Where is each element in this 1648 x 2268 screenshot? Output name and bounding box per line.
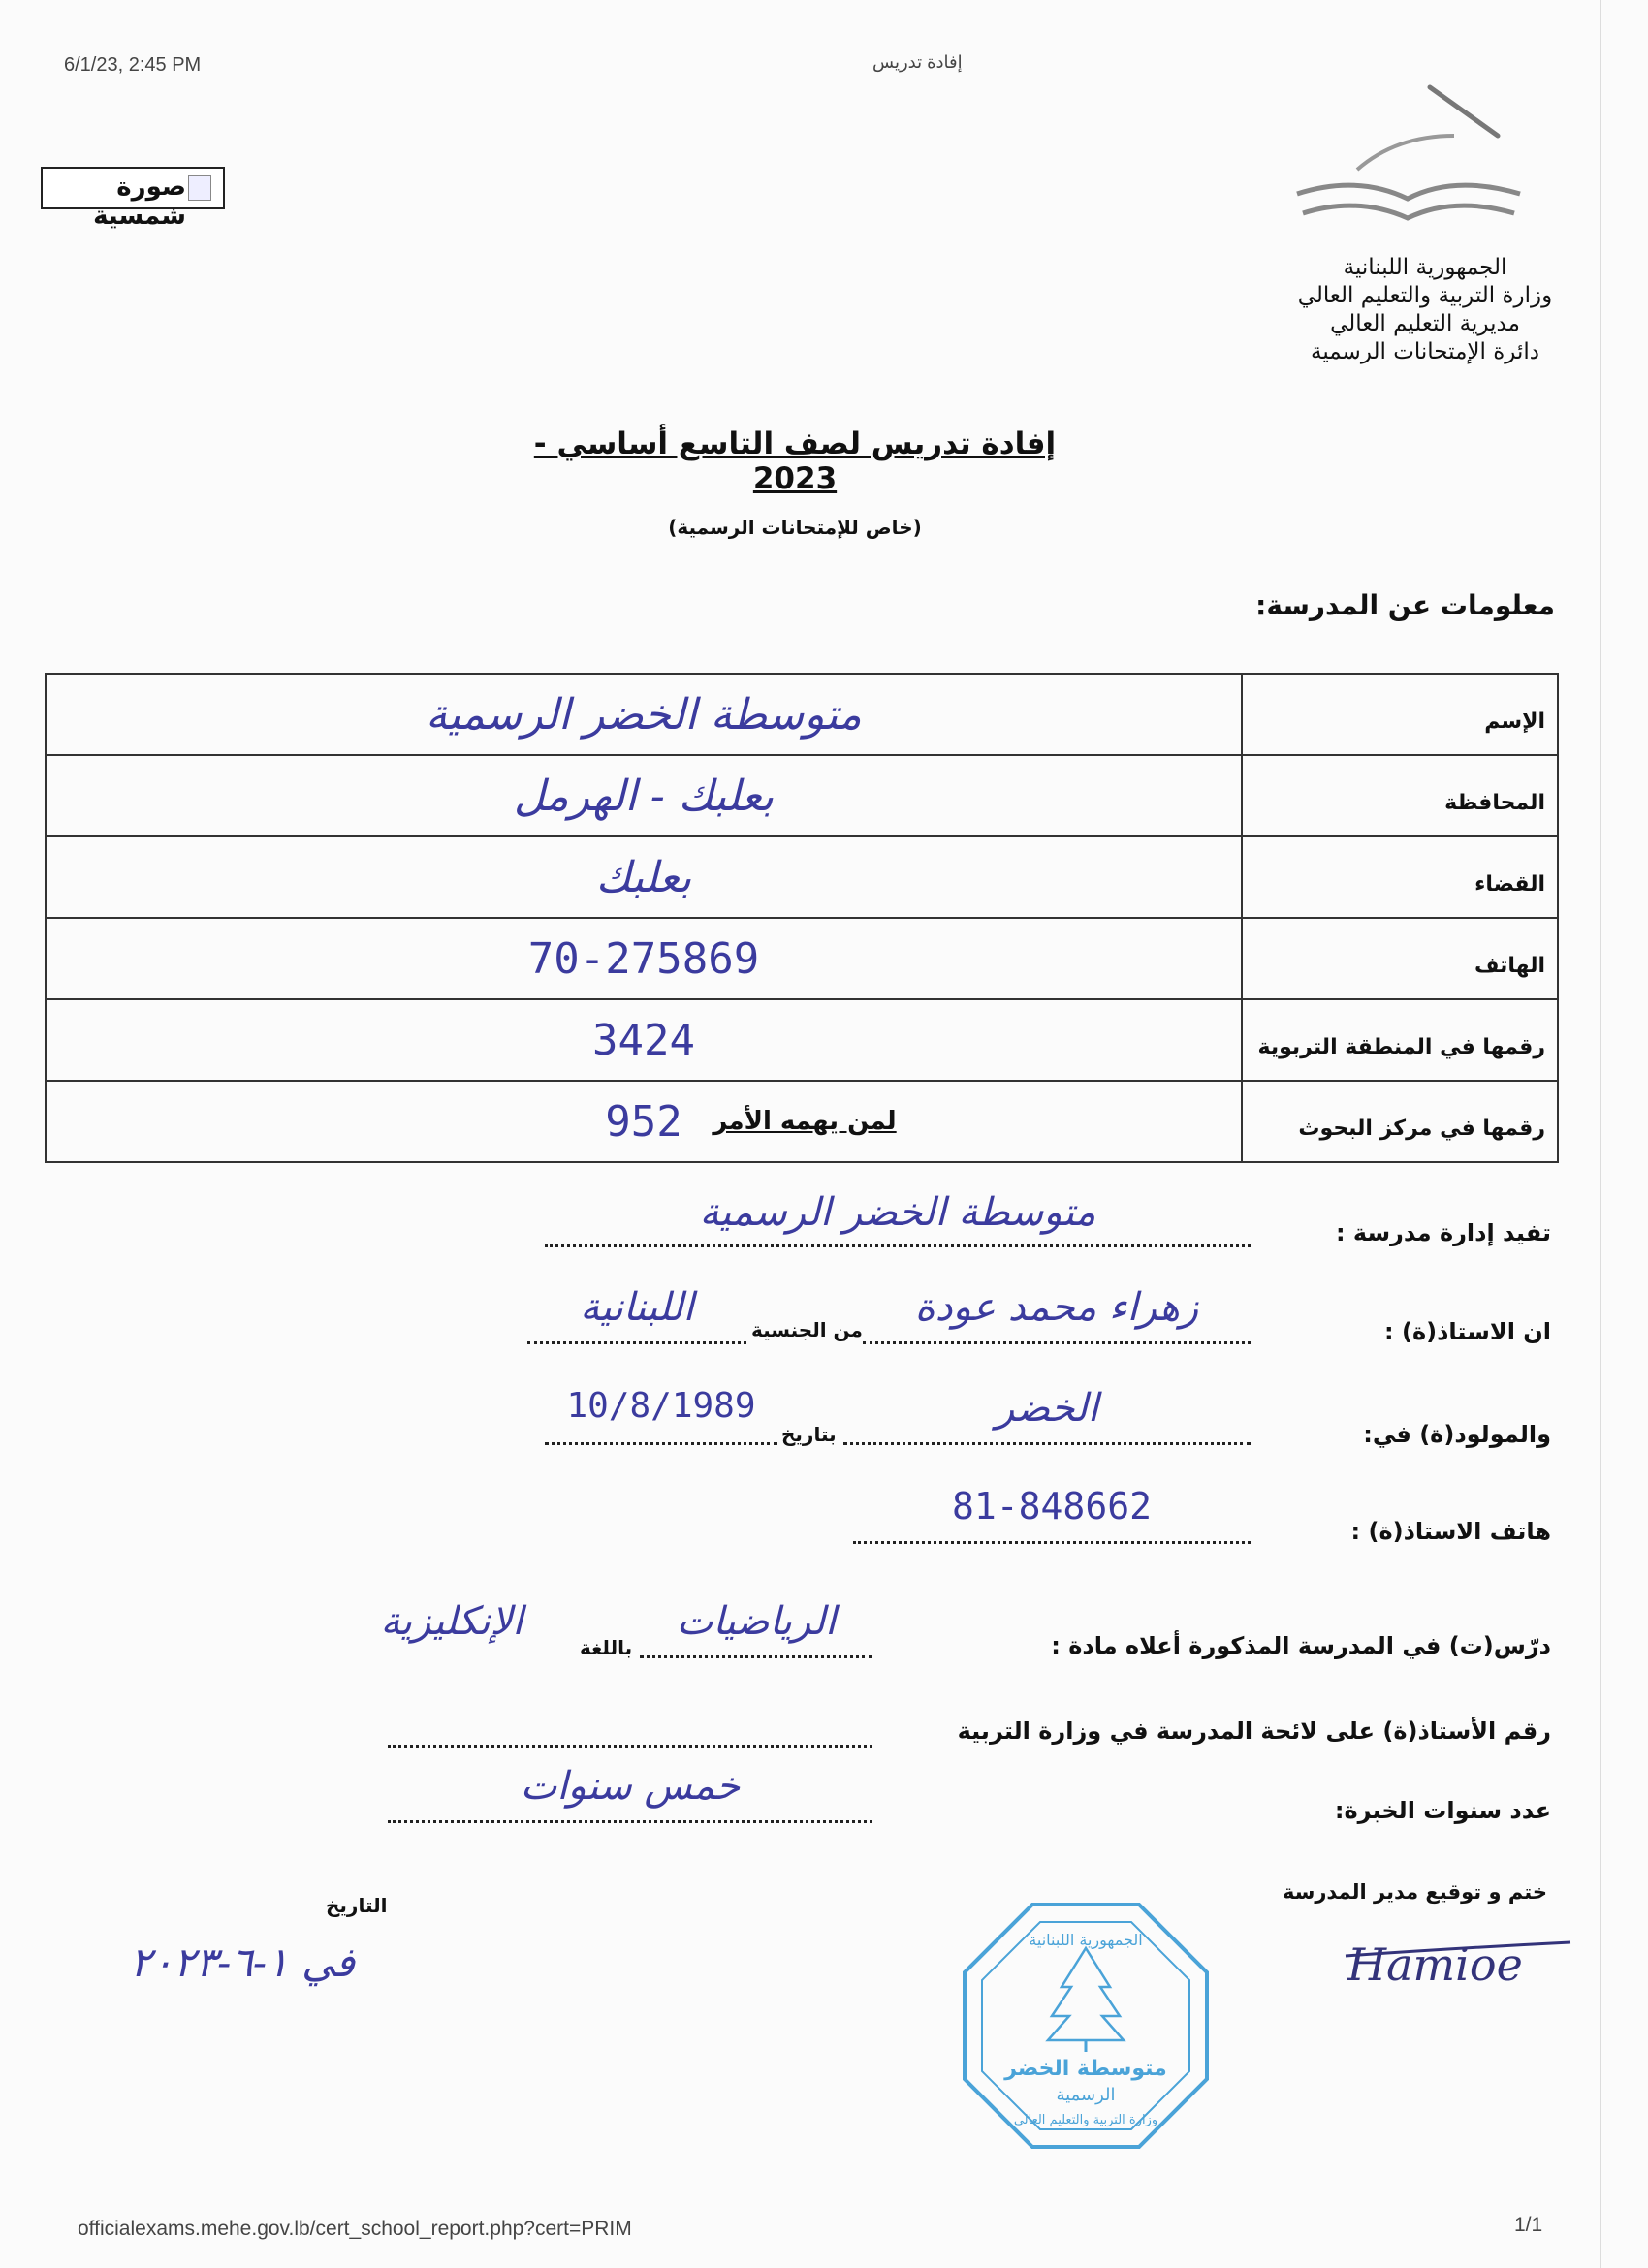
language-label: باللغة [580, 1636, 633, 1659]
phone-value: 70-275869 [46, 918, 1242, 999]
stamp-center-line2: الرسمية [1056, 2085, 1116, 2105]
experience-value: خمس سنوات [388, 1764, 872, 1823]
signature-stroke-icon [1338, 1938, 1580, 1977]
document-title: إفادة تدريس لصف التاسع أساسي - 2023 [533, 426, 1057, 496]
photo-label: صورة شمسية [93, 173, 186, 231]
school-name-label: الإسم [1242, 674, 1558, 755]
table-row [46, 674, 1558, 755]
born-label: والمولود(ة) في: [1363, 1421, 1551, 1448]
teacher-phone-value: 81-848662 [853, 1485, 1251, 1544]
governorate-value: بعلبك - الهرمل [46, 755, 1242, 836]
birthplace-value: الخضر [843, 1386, 1251, 1445]
birth-date-label: بتاريخ [781, 1423, 837, 1446]
regional-number-value: 3424 [46, 999, 1242, 1081]
school-stamp [955, 1895, 1217, 2157]
teacher-label: ان الاستاذ(ة) : [1384, 1318, 1551, 1345]
ministry-line: الجمهورية اللبنانية [1343, 255, 1507, 280]
experience-label: عدد سنوات الخبرة: [1334, 1797, 1551, 1824]
print-datetime: 6/1/23, 2:45 PM [64, 54, 202, 76]
subject-value: الرياضيات [640, 1599, 872, 1658]
stamp-top-text: الجمهورية اللبنانية [1029, 1931, 1143, 1949]
school-info-table [45, 673, 1559, 1163]
stamp-center-line1: متوسطة الخضر [1004, 2057, 1167, 2081]
governorate-label: المحافظة [1242, 755, 1558, 836]
birth-date-value: 10/8/1989 [545, 1386, 777, 1445]
table-row [46, 918, 1558, 999]
ministry-line: مديرية التعليم العالي [1330, 311, 1520, 336]
school-admin-label: تفيد إدارة مدرسة : [1335, 1219, 1551, 1246]
subject-label: درّس(ت) في المدرسة المذكورة أعلاه مادة : [1051, 1632, 1551, 1659]
cedar-tree-icon [1048, 1948, 1124, 2052]
teacher-name-value: زهراء محمد عودة [863, 1285, 1251, 1344]
research-center-number-value: 952 [46, 1081, 1242, 1162]
date-label: التاريخ [326, 1894, 388, 1917]
nationality-value: اللبنانية [527, 1285, 746, 1344]
document-subtitle: (خاص للإمتحانات الرسمية) [668, 516, 922, 539]
teacher-phone-label: هاتف الاستاذ(ة) : [1350, 1518, 1551, 1545]
school-admin-value: متوسطة الخضر الرسمية [545, 1190, 1251, 1247]
broken-image-icon [188, 175, 211, 201]
page-count: 1/1 [1514, 2214, 1543, 2236]
teacher-number-value [388, 1694, 872, 1748]
director-signature-label: ختم و توقيع مدير المدرسة [1282, 1880, 1547, 1904]
stamp-bottom-text: وزارة التربية والتعليم العالي [1013, 2113, 1158, 2127]
footer-url[interactable]: officialexams.mehe.gov.lb/cert_school_report.php?cert=PRIM [78, 2218, 632, 2240]
ministry-header [1260, 254, 1590, 366]
regional-number-label: رقمها في المنطقة التربوية [1242, 999, 1558, 1081]
school-section-heading: معلومات عن المدرسة: [1255, 589, 1555, 621]
table-row [46, 836, 1558, 918]
district-value: بعلبك [46, 836, 1242, 918]
school-name-value: متوسطة الخضر الرسمية [46, 674, 1242, 755]
ministry-line: وزارة التربية والتعليم العالي [1297, 283, 1553, 308]
table-row [46, 755, 1558, 836]
director-signature: Hamioe [1347, 1938, 1523, 1991]
print-page-title: إفادة تدريس [872, 52, 963, 72]
to-whom-heading: لمن يهمه الأمر [713, 1107, 897, 1136]
teacher-number-label: رقم الأستاذ(ة) على لائحة المدرسة في وزارة التربية [957, 1717, 1551, 1745]
photo-placeholder [41, 167, 225, 231]
research-center-number-label: رقمها في مركز البحوث [1242, 1081, 1558, 1162]
date-value: في ١-٦-٢٠٢٣ [129, 1938, 356, 1986]
phone-label: الهاتف [1242, 918, 1558, 999]
district-label: القضاء [1242, 836, 1558, 918]
table-row [46, 999, 1558, 1081]
nationality-label: من الجنسية [751, 1318, 863, 1341]
scan-edge [1600, 0, 1601, 2268]
ministry-line: دائرة الإمتحانات الرسمية [1310, 339, 1539, 364]
language-value: الإنكليزية [380, 1599, 523, 1644]
ministry-book-logo-icon [1289, 78, 1532, 242]
